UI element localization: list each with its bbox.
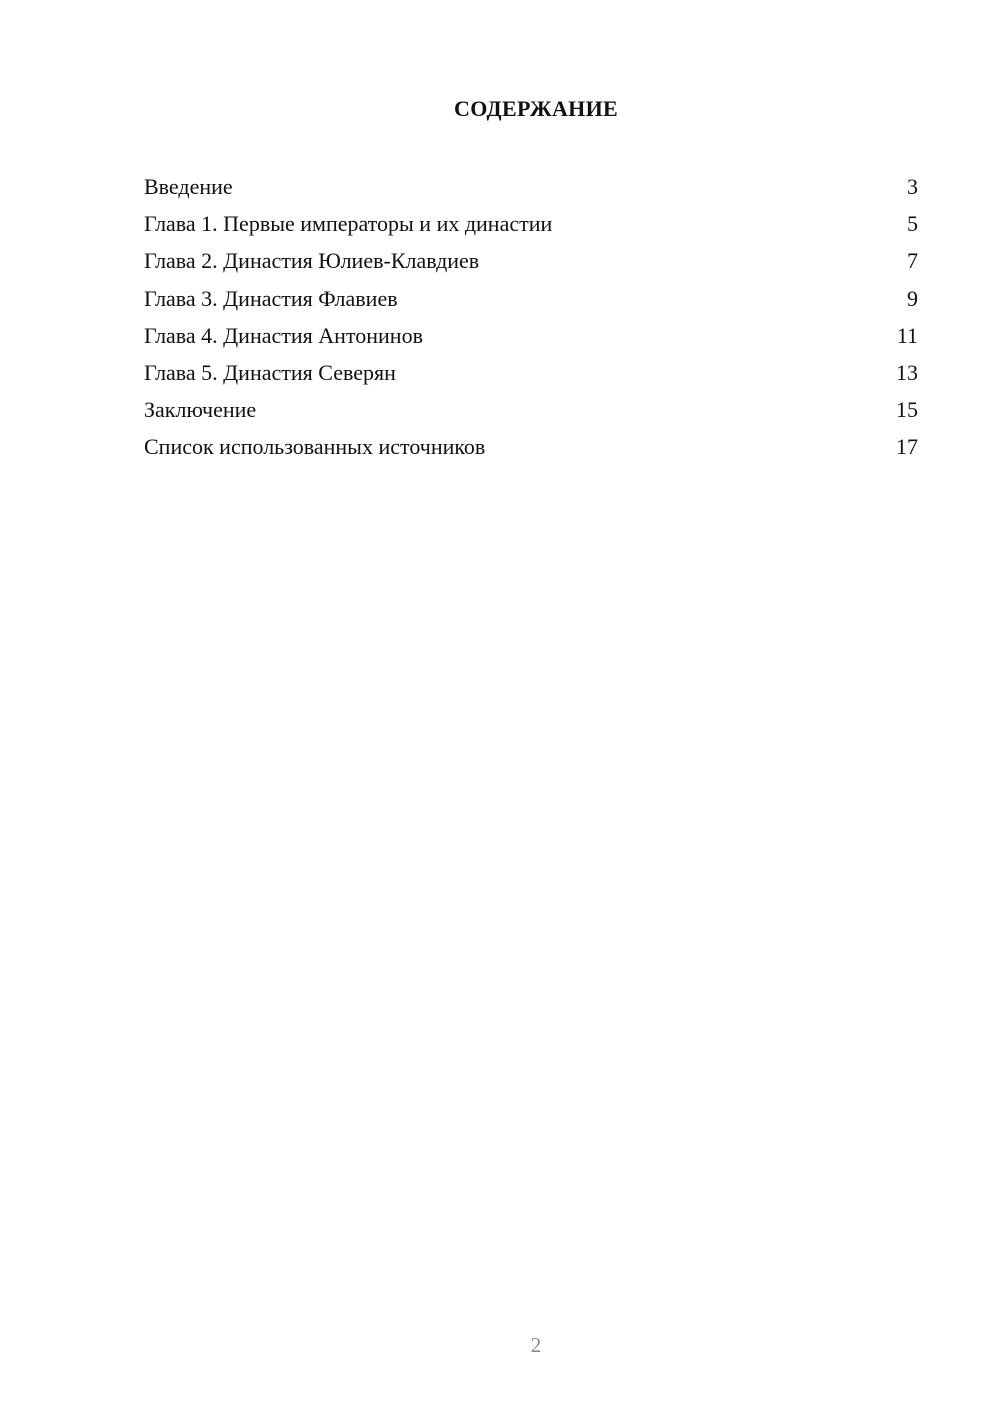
toc-entry-chapter-4 xyxy=(144,317,918,354)
toc-entry-conclusion xyxy=(144,391,918,428)
toc-entry-introduction xyxy=(144,168,918,205)
toc-entry-chapter-5 xyxy=(144,354,918,391)
table-of-contents-heading: СОДЕРЖАНИЕ xyxy=(454,96,618,121)
toc-entry-title: Глава 1. Первые императоры и их династии xyxy=(144,211,553,237)
toc-entry-page-number: 15 xyxy=(896,397,918,423)
toc-entry-page-number: 11 xyxy=(896,322,918,348)
toc-entry-title: Введение xyxy=(144,174,233,199)
toc-entry-references xyxy=(144,428,918,465)
toc-entry-title: Заключение xyxy=(144,397,257,423)
toc-entry-page-number: 17 xyxy=(896,434,918,460)
toc-entry-title: Глава 2. Династия Юлиев-Клавдиев xyxy=(144,248,480,274)
table-of-contents xyxy=(144,168,918,466)
toc-entry-page-number: 5 xyxy=(907,211,918,237)
toc-entry-page-number: 7 xyxy=(907,248,918,274)
toc-entry-page-number: 13 xyxy=(896,359,918,385)
toc-entry-title: Список использованных источников xyxy=(144,434,486,460)
toc-entry-title: Глава 5. Династия Северян xyxy=(144,359,396,385)
toc-entry-chapter-3 xyxy=(144,280,918,317)
toc-entry-page-number: 9 xyxy=(907,285,918,311)
toc-entry-title: Глава 4. Династия Антонинов xyxy=(144,322,423,348)
toc-entry-chapter-2 xyxy=(144,242,918,279)
toc-entry-chapter-1 xyxy=(144,205,918,242)
page-number: 2 xyxy=(530,1333,542,1357)
toc-entry-page-number: 3 xyxy=(907,174,918,199)
toc-entry-title: Глава 3. Династия Флавиев xyxy=(144,285,398,311)
